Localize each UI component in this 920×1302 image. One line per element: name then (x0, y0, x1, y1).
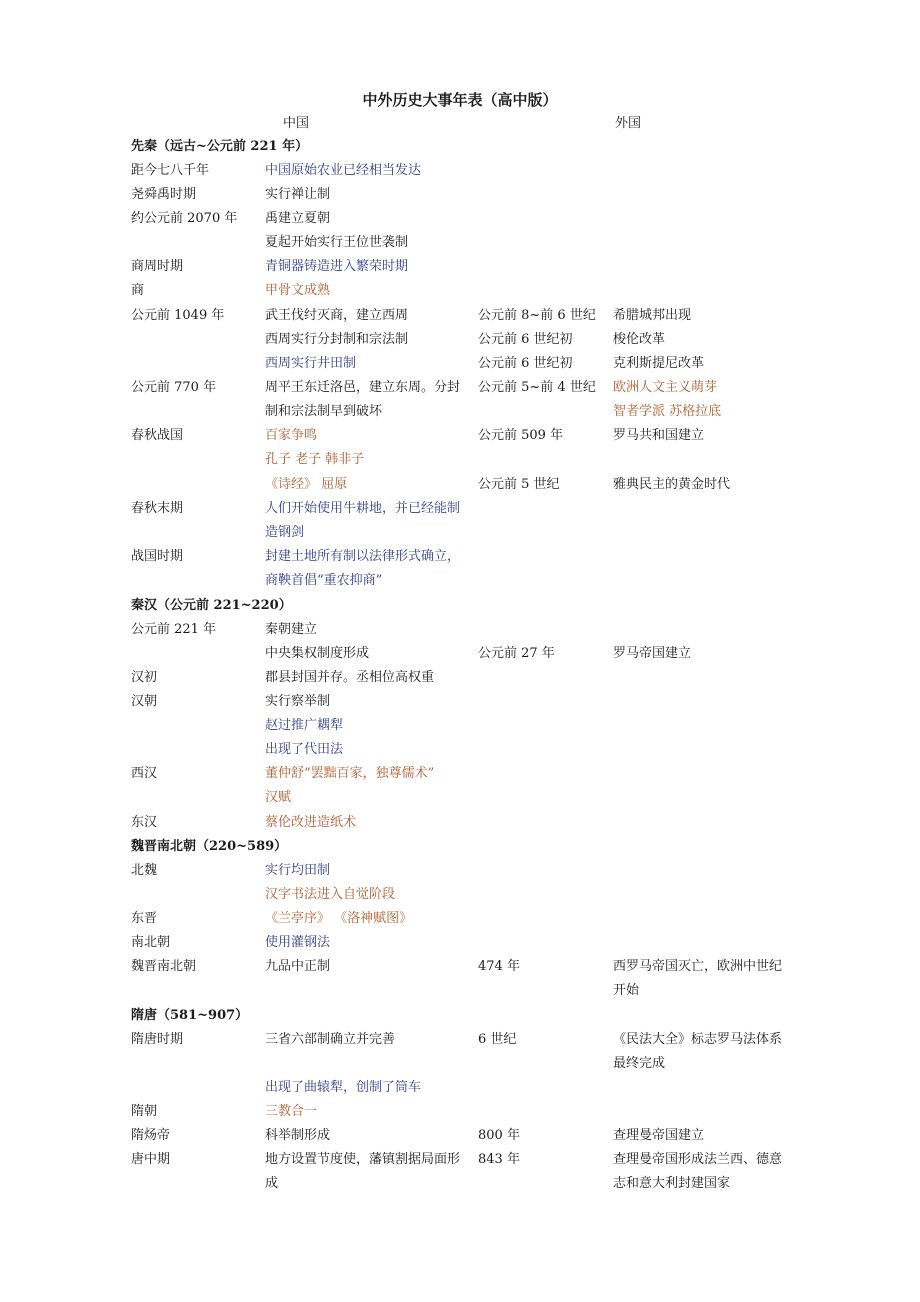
row-china-event: 周平王东迁洛邑，建立东周。分封制和宗法制早到破坏 (265, 380, 461, 419)
row-china-event: 董仲舒“罢黜百家，独尊儒术” (265, 766, 435, 781)
page-title: 中外历史大事年表（高中版） (362, 91, 558, 109)
row-china-event: 三省六部制确立并完善 (265, 1032, 396, 1047)
row-china-event: 《兰亭序》 《洛神赋图》 (265, 911, 413, 926)
row-period: 魏晋南北朝 (131, 959, 197, 974)
row-foreign-event: 智者学派 苏格拉底 (613, 404, 722, 419)
row-china-event: 西周实行分封制和宗法制 (265, 332, 409, 347)
row-period: 商 (131, 283, 145, 298)
row-foreign-event: 查理曼帝国建立 (613, 1128, 705, 1143)
row-foreign-event: 希腊城邦出现 (613, 308, 692, 323)
row-period: 唐中期 (131, 1152, 171, 1167)
row-period: 南北朝 (131, 935, 171, 950)
row-foreign-event: 梭伦改革 (613, 332, 666, 347)
row-period: 隋唐时期 (131, 1032, 184, 1047)
row-foreign-date: 474 年 (478, 959, 520, 974)
row-china-event: 科举制形成 (265, 1128, 331, 1143)
section-heading-suitang: 隋唐（581~907） (131, 1008, 249, 1023)
row-foreign-event: 欧洲人文主义萌芽 (613, 380, 718, 395)
row-china-event: 秦朝建立 (265, 622, 318, 637)
row-china-event: 青铜器铸造进入繁荣时期 (265, 259, 409, 274)
row-foreign-date: 843 年 (478, 1152, 520, 1167)
row-foreign-date: 公元前 5~前 4 世纪 (478, 380, 596, 395)
row-china-event: 百家争鸣 (265, 428, 318, 443)
row-foreign-event: 罗马帝国建立 (613, 646, 692, 661)
row-china-event: 实行禅让制 (265, 187, 331, 202)
row-foreign-event: 雅典民主的黄金时代 (613, 477, 731, 492)
row-china-event: 孔子 老子 韩非子 (265, 452, 365, 467)
row-period: 北魏 (131, 863, 158, 878)
row-period: 公元前 770 年 (131, 380, 217, 395)
row-china-event: 出现了曲辕犁，创制了筒车 (265, 1080, 422, 1095)
row-china-event: 实行均田制 (265, 863, 331, 878)
row-china-event: 西周实行井田制 (265, 356, 357, 371)
row-foreign-date: 公元前 509 年 (478, 428, 564, 443)
row-china-event: 使用灌钢法 (265, 935, 331, 950)
row-period: 尧舜禹时期 (131, 187, 197, 202)
row-period: 约公元前 2070 年 (131, 211, 238, 226)
row-period: 春秋战国 (131, 428, 184, 443)
row-china-event: 九品中正制 (265, 959, 331, 974)
row-period: 距今七八千年 (131, 163, 210, 178)
row-period: 隋朝 (131, 1104, 158, 1119)
row-period: 春秋末期 (131, 501, 184, 516)
row-foreign-event: 罗马共和国建立 (613, 428, 705, 443)
row-foreign-date: 公元前 6 世纪初 (478, 356, 573, 371)
section-heading-qinhan: 秦汉（公元前 221~220） (131, 598, 292, 613)
row-foreign-date: 6 世纪 (478, 1032, 517, 1047)
row-china-event: 地方设置节度使，藩镇割据局面形成 (265, 1152, 461, 1191)
row-china-event: 郡县封国并存。丞相位高权重 (265, 670, 435, 685)
row-foreign-date: 公元前 5 世纪 (478, 477, 560, 492)
row-period: 公元前 221 年 (131, 622, 217, 637)
row-period: 公元前 1049 年 (131, 308, 225, 323)
row-china-event: 武王伐纣灭商，建立西周 (265, 308, 409, 323)
row-period: 西汉 (131, 766, 158, 781)
row-china-event: 人们开始使用牛耕地，并已经能制造钢剑 (265, 501, 461, 540)
china-column-header: 中国 (283, 116, 310, 131)
row-china-event: 汉赋 (265, 790, 292, 805)
row-china-event: 封建土地所有制以法律形式确立，商鞅首倡“重农抑商” (265, 549, 461, 588)
row-period: 汉朝 (131, 694, 158, 709)
row-period: 战国时期 (131, 549, 184, 564)
row-foreign-date: 800 年 (478, 1128, 520, 1143)
row-china-event: 甲骨文成熟 (265, 283, 331, 298)
row-period: 汉初 (131, 670, 158, 685)
row-foreign-event: 《民法大全》标志罗马法体系最终完成 (613, 1032, 783, 1071)
row-period: 东汉 (131, 815, 158, 830)
row-foreign-event: 克利斯提尼改革 (613, 356, 705, 371)
row-china-event: 中央集权制度形成 (265, 646, 370, 661)
row-foreign-date: 公元前 27 年 (478, 646, 555, 661)
row-china-event: 《诗经》 屈原 (265, 477, 348, 492)
row-period: 隋炀帝 (131, 1128, 171, 1143)
row-china-event: 三教合一 (265, 1104, 318, 1119)
row-foreign-date: 公元前 6 世纪初 (478, 332, 573, 347)
row-china-event: 中国原始农业已经相当发达 (265, 163, 422, 178)
row-period: 商周时期 (131, 259, 184, 274)
row-china-event: 汉字书法进入自觉阶段 (265, 887, 396, 902)
row-china-event: 赵过推广耦犁 (265, 718, 344, 733)
row-foreign-event: 查理曼帝国形成法兰西、德意志和意大利封建国家 (613, 1152, 783, 1191)
section-heading-weijin: 魏晋南北朝（220~589） (131, 839, 288, 854)
section-heading-xianqin: 先秦（远古~公元前 221 年） (131, 139, 309, 154)
foreign-column-header: 外国 (615, 116, 642, 131)
row-china-event: 禹建立夏朝 (265, 211, 331, 226)
row-china-event: 夏起开始实行王位世袭制 (265, 235, 409, 250)
row-china-event: 实行察举制 (265, 694, 331, 709)
row-foreign-date: 公元前 8~前 6 世纪 (478, 308, 596, 323)
row-period: 东晋 (131, 911, 158, 926)
row-china-event: 出现了代田法 (265, 742, 344, 757)
row-foreign-event: 西罗马帝国灭亡，欧洲中世纪开始 (613, 959, 783, 998)
row-china-event: 蔡伦改进造纸术 (265, 815, 357, 830)
